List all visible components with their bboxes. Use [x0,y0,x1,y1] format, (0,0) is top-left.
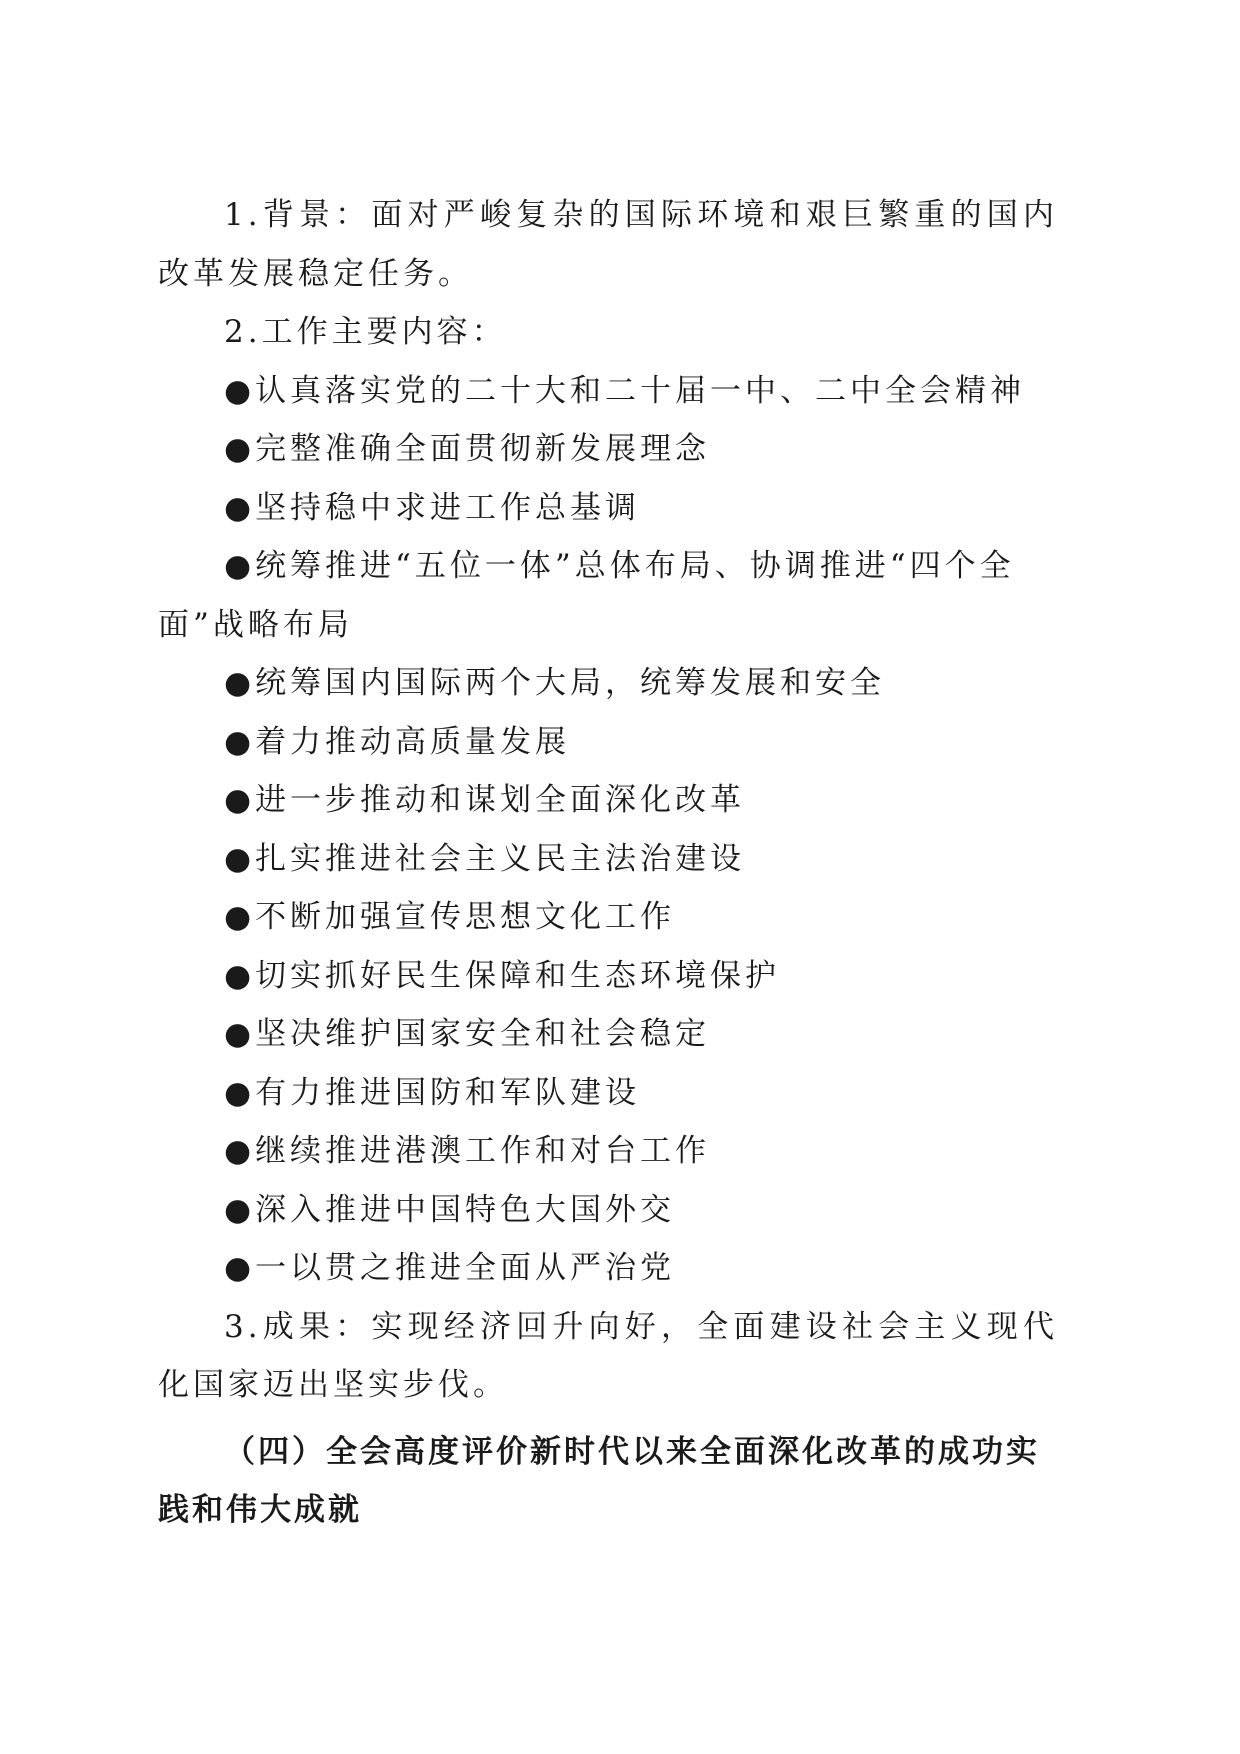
bullet-icon: ● [224,1074,252,1111]
list-item-text: 统筹推进“五位一体”总体布局、协调推进“四个全面”战略布局 [158,548,1015,643]
bullet-icon: ● [224,957,252,994]
list-item [158,420,1058,479]
list-item-text: 着力推动高质量发展 [255,723,571,760]
list-item [158,362,1058,421]
content-title: 工作主要内容： [261,314,507,350]
list-item-text: 进一步推动和谋划全面深化改革 [255,782,746,818]
list-item [158,654,1058,713]
list-item [158,713,1058,772]
bullet-icon: ● [224,1250,252,1286]
list-item [158,830,1058,889]
list-item [158,947,1058,1006]
list-item [158,771,1058,830]
document-page [158,186,1058,1540]
list-item [158,479,1058,538]
result-text: 成果：实现经济回升向好，全面建设社会主义现代化国家迈出坚实步伐。 [158,1308,1058,1403]
list-item-text: 不断加强宣传思想文化工作 [255,899,676,935]
list-item [158,537,1058,654]
bullet-icon: ● [224,489,252,526]
bullet-icon: ● [224,899,252,935]
section-heading: （四）全会高度评价新时代以来全面深化改革的成功实践和伟大成就 [158,1433,1040,1528]
background-text: 背景：面对严峻复杂的国际环境和艰巨繁重的国内改革发展稳定任务。 [158,197,1058,292]
result-paragraph [158,1298,1058,1415]
list-item-text: 扎实推进社会主义民主法治建设 [255,840,746,877]
content-number: 2. [224,314,262,350]
background-paragraph [158,186,1058,303]
list-item-text: 继续推进港澳工作和对台工作 [255,1133,711,1169]
bullet-icon: ● [224,1133,252,1169]
bullet-icon: ● [224,840,252,877]
list-item-text: 深入推进中国特色大国外交 [255,1191,676,1228]
bullet-icon: ● [224,782,252,818]
background-number: 1. [224,197,262,233]
bullet-list [158,362,1058,1298]
list-item [158,1005,1058,1064]
content-title-paragraph [158,303,1058,362]
list-item [158,1064,1058,1123]
list-item-text: 认真落实党的二十大和二十届一中、二中全会精神 [255,372,1026,409]
list-item-text: 统筹国内国际两个大局，统筹发展和安全 [255,665,886,701]
bullet-icon: ● [224,372,252,409]
bullet-icon: ● [224,1191,252,1228]
list-item [158,1181,1058,1240]
list-item-text: 坚持稳中求进工作总基调 [255,489,641,526]
bullet-icon: ● [224,431,252,467]
list-item [158,1122,1058,1181]
list-item-text: 完整准确全面贯彻新发展理念 [255,431,711,467]
list-item [158,1239,1058,1298]
bullet-icon: ● [224,665,252,701]
result-number: 3. [224,1308,262,1345]
list-item-text: 切实抓好民生保障和生态环境保护 [255,957,781,994]
bullet-icon: ● [224,723,252,760]
bullet-icon: ● [224,1016,252,1052]
bullet-icon: ● [224,548,252,584]
list-item-text: 有力推进国防和军队建设 [255,1074,641,1111]
list-item-text: 坚决维护国家安全和社会稳定 [255,1016,711,1052]
list-item [158,888,1058,947]
list-item-text: 一以贯之推进全面从严治党 [255,1250,676,1286]
